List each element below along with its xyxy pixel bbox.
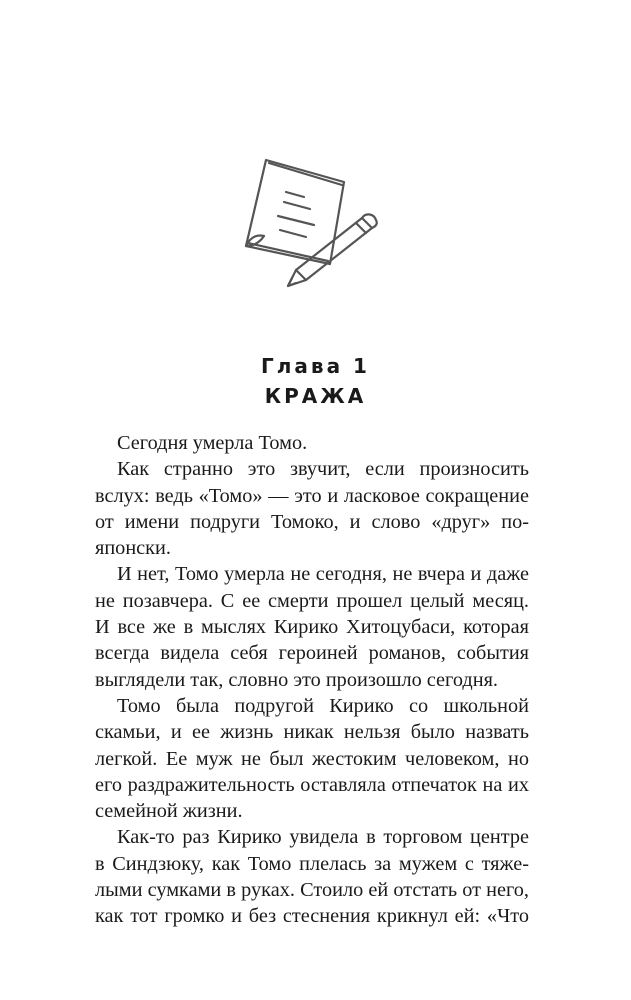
text-line: Как странно это звучит, если произносить bbox=[117, 458, 529, 481]
paper-and-pencil-icon bbox=[226, 152, 386, 292]
text-line: семейной жизни. bbox=[95, 800, 243, 823]
text-line: в Синдзюку, как Томо плелась за мужем с тяже- bbox=[95, 852, 529, 875]
text-line: не позавчера. С ее смерти прошел целый месяц. bbox=[95, 589, 529, 612]
text-line: Томо была подругой Кирико со школьной bbox=[117, 694, 529, 717]
text-line: выглядели так, словно это произошло сегодня. bbox=[95, 668, 498, 691]
text-line: вслух: ведь «Томо» — это и ласковое сокращение bbox=[95, 484, 529, 507]
text-line: скамьи, и ее жизнь никак нельзя было назвать bbox=[95, 721, 529, 744]
text-line: лыми сумками в руках. Стоило ей отстать от него, bbox=[95, 879, 529, 902]
text-line: И нет, Томо умерла не сегодня, не вчера и даже bbox=[117, 563, 529, 586]
text-line: легкой. Ее муж не был жестоким человеком, но bbox=[95, 747, 529, 770]
chapter-number: Глава 1 bbox=[261, 354, 370, 378]
chapter-body bbox=[95, 430, 529, 930]
text-line: его раздражительность оставляла отпечаток на их bbox=[95, 773, 529, 796]
text-line: Как-то раз Кирико увидела в торговом центре bbox=[117, 826, 529, 849]
text-line: как тот громко и без стеснения крикнул ей: «Что bbox=[95, 905, 529, 928]
text-line: японски. bbox=[95, 537, 171, 560]
text-line: от имени подруги Томоко, и слово «друг» по- bbox=[95, 510, 529, 533]
text-line: Сегодня умерла Томо. bbox=[117, 432, 308, 454]
text-line: всегда видела себя героиней романов, события bbox=[95, 642, 529, 665]
chapter-title: КРАЖА bbox=[264, 384, 367, 408]
text-line: И все же в мыслях Кирико Хитоцубаси, которая bbox=[95, 616, 529, 639]
chapter-heading bbox=[0, 352, 631, 410]
